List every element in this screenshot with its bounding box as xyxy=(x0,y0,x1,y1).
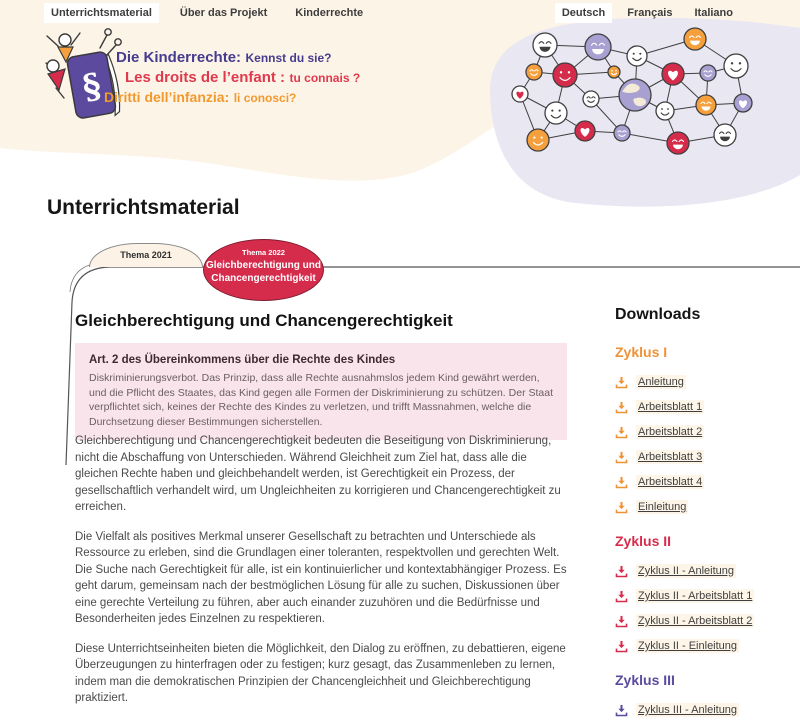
slogan-it-question: li conosci? xyxy=(233,91,297,105)
download-link[interactable]: Zyklus II - Arbeitsblatt 2 xyxy=(638,615,753,627)
download-row xyxy=(615,450,800,464)
site-slogan xyxy=(104,48,361,108)
slogan-italian xyxy=(104,88,360,108)
section-title-zyklus-3: Zyklus III xyxy=(615,672,675,688)
body-text xyxy=(75,433,569,720)
lang-italiano[interactable]: Italiano xyxy=(694,7,733,19)
lang-francais[interactable]: Français xyxy=(627,7,673,19)
tab-thema-2022-label: Thema 2022 xyxy=(242,248,285,257)
download-link[interactable]: Zyklus II - Arbeitsblatt 1 xyxy=(638,590,753,602)
download-row xyxy=(615,614,800,628)
nav-item-unterrichtsmaterial[interactable]: Unterrichtsmaterial xyxy=(44,3,159,23)
tab-thema-2022-subtitle-1: Gleichberechtigung und xyxy=(205,260,321,271)
download-link[interactable]: Zyklus III - Anleitung xyxy=(638,704,738,716)
download-row xyxy=(615,589,800,603)
download-row xyxy=(615,703,800,717)
download-link[interactable]: Zyklus II - Einleitung xyxy=(638,640,738,652)
download-icon xyxy=(615,376,628,389)
slogan-german xyxy=(116,48,360,68)
slogan-fr-question: tu connais ? xyxy=(289,71,361,85)
slogan-de-title: Die Kinderrechte: xyxy=(116,49,242,66)
tab-thema-2021-label: Thema 2021 xyxy=(120,250,172,260)
header xyxy=(0,0,800,212)
infobox-text: Diskriminierungsverbot. Das Prinzip, dass alle Rechte ausnahmslos jedem Kind gewährt werden, und die Pflicht des Staates, das Kind gegen alle Formen der Diskriminierung zu schützen. Der Staat verpflichtet sich, keines der Rechte des Kindes zu verletzen, und trifft Massnahmen, welche die Durchsetzung dieser Bestimmungen sicherstellen. xyxy=(89,372,553,428)
downloads-heading: Downloads xyxy=(615,306,701,323)
download-icon xyxy=(615,501,628,514)
article-infobox xyxy=(75,343,567,440)
download-icon xyxy=(615,451,628,464)
tab-thema-2022-subtitle-2: Chancengerechtigkeit xyxy=(211,272,316,284)
network-smileys-illustration xyxy=(498,28,790,176)
slogan-fr-title: Les droits de l’enfant : xyxy=(125,69,286,86)
download-row xyxy=(615,500,800,514)
download-icon xyxy=(615,704,628,717)
nav-item-kinderrechte[interactable]: Kinderrechte xyxy=(295,7,364,19)
download-icon xyxy=(615,590,628,603)
main-nav xyxy=(44,3,370,23)
content-heading: Gleichberechtigung und Chancengerechtigkeit xyxy=(75,311,453,330)
download-link[interactable]: Zyklus II - Anleitung xyxy=(638,565,734,577)
section-title-zyklus-2: Zyklus II xyxy=(615,533,672,549)
download-link[interactable]: Arbeitsblatt 2 xyxy=(638,426,703,438)
download-row xyxy=(615,375,800,389)
paragraph: Die Vielfalt als positives Merkmal unserer Gesellschaft zu betrachten und Unterschiede als Ressource zu erleben, sind die Grundlagen einer toleranten, respektvollen und gerechten Welt. Die Suche nach Gerechtigkeit für alle, ist ein kontinuierlicher und kontextabhängiger Prozess. Es geht darum, gemeinsam nach der bestmöglichen Lösung für alle zu suchen, Diskussionen über eine gerechte Verteilung zu führen, aber auch einander zuzuhören und die Bedürfnisse und Besonderheiten jedes Einzelnen zu respektieren. xyxy=(75,530,567,625)
download-link[interactable]: Arbeitsblatt 3 xyxy=(638,451,703,463)
paragraph: Diese Unterrichtseinheiten bieten die Möglichkeit, den Dialog zu eröffnen, zu debattieren, eigene Überzeugungen zu hinterfragen oder zu festigen; kurz gesagt, das Zusammenleben zu lernen, indem man die demokratischen Prinzipien der Chancengleichheit und Gleichberechtigung praktiziert. xyxy=(75,642,566,704)
download-row xyxy=(615,400,800,414)
svg-text:§: § xyxy=(79,65,105,109)
nav-item-ueber-das-projekt[interactable]: Über das Projekt xyxy=(179,7,268,19)
download-link[interactable]: Anleitung xyxy=(638,376,684,388)
download-row xyxy=(615,564,800,578)
infobox-title: Art. 2 des Übereinkommens über die Rechte des Kindes xyxy=(89,354,396,366)
paragraph: Gleichberechtigung und Chancengerechtigkeit bedeuten die Beseitigung von Diskriminierung, nicht die Abschaffung von Unterschieden. Während Gleichheit zum Ziel hat, dass alle die gleichen Rechte haben und gleichbehandelt werden, ist Gerechtigkeit ein Prozess, der gesellschaftlich verhandelt wird, um Ungleichheiten zu korrigieren und Chancengerechtigkeit zu erreichen. xyxy=(75,435,561,513)
page-title: Unterrichtsmaterial xyxy=(47,196,240,219)
language-switcher xyxy=(555,3,740,23)
download-link[interactable]: Einleitung xyxy=(638,501,687,513)
download-row xyxy=(615,475,800,489)
download-icon xyxy=(615,401,628,414)
download-row xyxy=(615,425,800,439)
download-row xyxy=(615,639,800,653)
tab-thema-2022[interactable] xyxy=(203,239,324,301)
slogan-it-title: Diritti dell’infanzia: xyxy=(104,89,230,105)
download-link[interactable]: Arbeitsblatt 4 xyxy=(638,476,703,488)
section-title-zyklus-1: Zyklus I xyxy=(615,344,668,360)
download-icon xyxy=(615,476,628,489)
download-icon xyxy=(615,615,628,628)
downloads-sidebar xyxy=(615,306,800,728)
download-icon xyxy=(615,565,628,578)
lang-deutsch[interactable]: Deutsch xyxy=(555,3,612,23)
download-link[interactable]: Arbeitsblatt 1 xyxy=(638,401,703,413)
download-icon xyxy=(615,426,628,439)
top-navigation xyxy=(0,0,800,26)
slogan-french xyxy=(125,68,360,88)
slogan-de-question: Kennst du sie? xyxy=(245,51,332,65)
download-icon xyxy=(615,640,628,653)
